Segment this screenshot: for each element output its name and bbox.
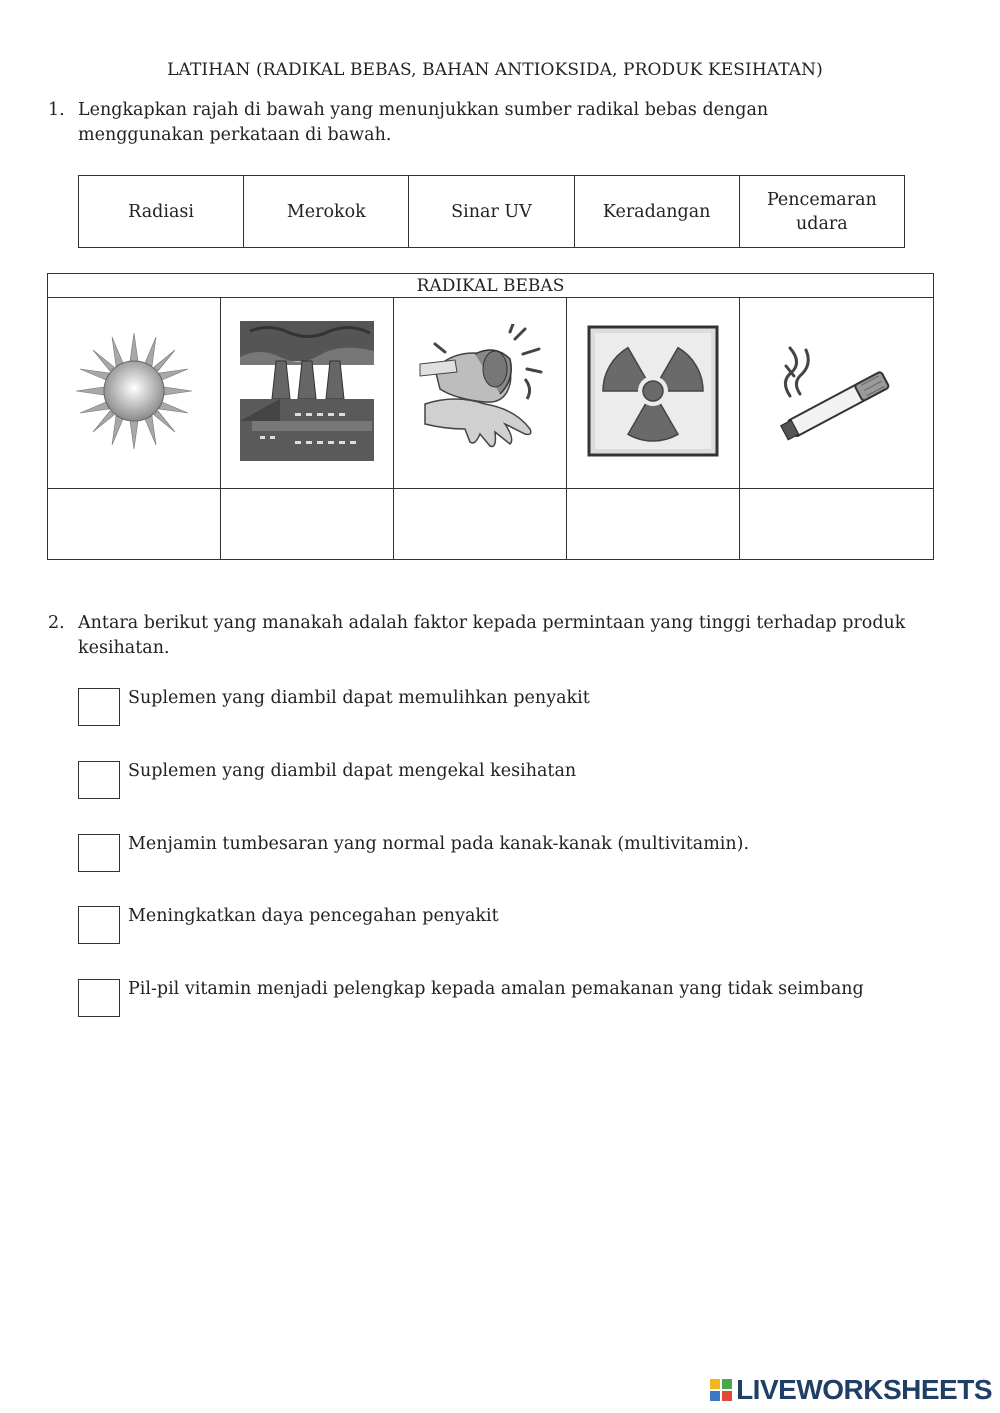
word-bank-item: Keradangan [574, 176, 739, 248]
option-3-label: Menjamin tumbesaran yang normal pada kanak-kanak (multivitamin). [128, 834, 750, 854]
option-3-checkbox[interactable] [78, 834, 120, 872]
option-2-checkbox[interactable] [78, 761, 120, 799]
option-5-checkbox[interactable] [78, 979, 120, 1017]
option-2-label: Suplemen yang diambil dapat mengekal kesihatan [128, 761, 577, 781]
option-4-label: Meningkatkan daya pencegahan penyakit [128, 906, 499, 926]
option-1-label: Suplemen yang diambil dapat memulihkan penyakit [128, 688, 590, 708]
picture-cell [567, 298, 740, 489]
answer-box-1[interactable] [48, 489, 221, 560]
inflammation-icon [415, 324, 545, 459]
liveworksheets-logo-text: LIVEWORKSHEETS [736, 1374, 992, 1405]
option-5-label: Pil-pil vitamin menjadi pelengkap kepada amalan pemakanan yang tidak seimbang [128, 979, 864, 999]
picture-cell [740, 298, 934, 489]
picture-cell [394, 298, 567, 489]
worksheet-title: LATIHAN (RADIKAL BEBAS, BAHAN ANTIOKSIDA, PRODUK KESIHATAN) [167, 60, 823, 80]
answer-box-3[interactable] [394, 489, 567, 560]
cigarette-icon [772, 336, 902, 446]
answer-box-5[interactable] [740, 489, 934, 560]
word-bank-table [78, 175, 905, 248]
answer-box-2[interactable] [221, 489, 394, 560]
factory-icon [240, 321, 374, 461]
picture-cell [48, 298, 221, 489]
question-2-text-line1: Antara berikut yang manakah adalah faktor kepada permintaan yang tinggi terhadap produk [78, 613, 906, 633]
word-bank-item: Merokok [244, 176, 409, 248]
liveworksheets-logo-icon [710, 1379, 732, 1401]
picture-cell [221, 298, 394, 489]
option-4-checkbox[interactable] [78, 906, 120, 944]
question-2-number: 2. [48, 613, 65, 633]
answer-box-4[interactable] [567, 489, 740, 560]
option-1-checkbox[interactable] [78, 688, 120, 726]
diagram-header: RADIKAL BEBAS [48, 274, 934, 298]
question-1-text-line1: Lengkapkan rajah di bawah yang menunjukkan sumber radikal bebas dengan [78, 100, 769, 120]
sun-icon [74, 331, 194, 451]
question-2-text-line2: kesihatan. [78, 638, 170, 658]
radiation-icon [587, 325, 719, 457]
word-bank-item: Sinar UV [409, 176, 574, 248]
question-1-number: 1. [48, 100, 65, 120]
question-1-text-line2: menggunakan perkataan di bawah. [78, 125, 392, 145]
liveworksheets-logo [710, 1374, 992, 1406]
free-radical-diagram [47, 273, 934, 560]
word-bank-item: Pencemaran udara [739, 176, 904, 248]
word-bank-item: Radiasi [79, 176, 244, 248]
